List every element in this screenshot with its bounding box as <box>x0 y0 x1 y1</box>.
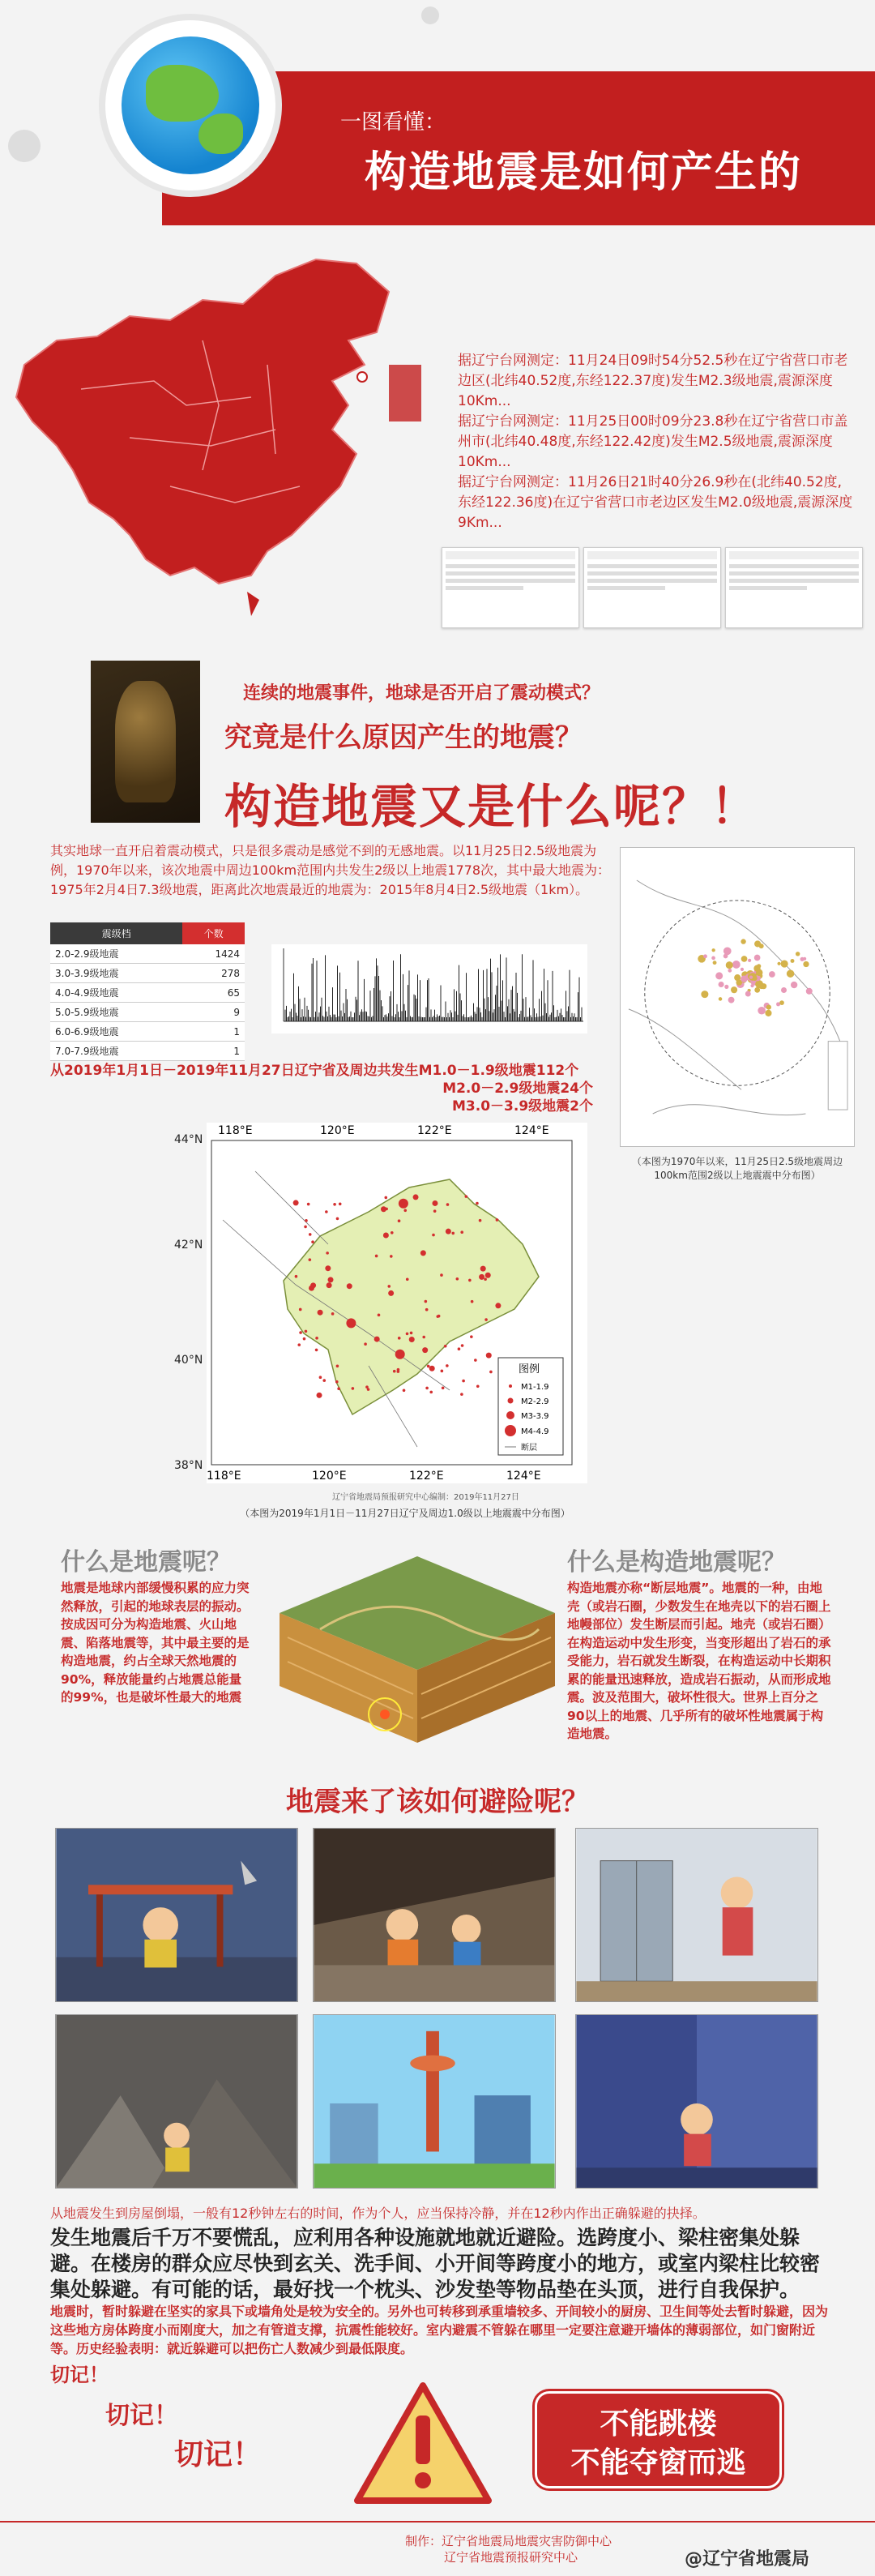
epicenter-dot <box>765 1010 771 1016</box>
epicenter-dot <box>440 1273 443 1277</box>
epicenter-dot <box>781 987 787 993</box>
epicenter-dot <box>433 1209 437 1213</box>
epicenter-dot <box>458 1347 461 1350</box>
table-cell: 6.0-6.9级地震 <box>50 1022 182 1042</box>
table-cell: 1424 <box>182 944 245 964</box>
map-caption: （本图为1970年以来，11月25日2.5级地震周边100km范围2级以上地震震中分布图） <box>631 1156 843 1181</box>
epicenter-dot <box>441 1370 444 1373</box>
epicenter-dot <box>719 982 724 987</box>
epicenter-dot <box>398 1337 401 1340</box>
cartoon-crouch <box>313 1828 556 2002</box>
thinker-statue-image <box>91 661 200 823</box>
epicenter-dot <box>318 1310 323 1316</box>
epicenter-dot <box>711 956 715 961</box>
statistics-summary <box>50 1062 617 1115</box>
epicenter-dot <box>781 960 788 967</box>
producer-line: 辽宁省地震预报研究中心 <box>444 2550 578 2565</box>
epicenter-dot <box>333 1203 336 1206</box>
legend-item: 断层 <box>521 1444 537 1453</box>
epicenter-dot <box>800 957 805 961</box>
table-cell: 1 <box>182 1042 245 1061</box>
summary-line: M3.0－3.9级地震2个 <box>452 1098 593 1115</box>
epicenter-dot <box>731 986 737 993</box>
epicenter-dot <box>384 1196 387 1200</box>
epicenter-dot <box>728 969 732 973</box>
epicenter-dot <box>451 1232 455 1235</box>
epicenter-dot <box>470 1335 473 1338</box>
epicenter-dot <box>460 1230 463 1234</box>
table-cell: 2.0-2.9级地震 <box>50 944 182 964</box>
epicenter-dot <box>420 1250 426 1256</box>
epicenter-dot <box>485 1273 491 1278</box>
report-3: 据辽宁台网测定：11月26日21时40分26.9秒在(北纬40.52度,东经122.36度)在辽宁省营口市老边区发生M2.0级地震,震源深度9Km... <box>458 474 853 531</box>
epicenter-dot <box>791 959 795 963</box>
epicenter-dot <box>299 1308 302 1312</box>
epicenter-dot <box>336 1217 339 1221</box>
weibo-screenshot <box>725 547 863 628</box>
epicenter-dot <box>791 982 797 988</box>
cartoon-city <box>313 2014 556 2189</box>
epicenter-dot <box>460 1393 463 1396</box>
summary-line: M2.0－2.9级地震24个 <box>442 1080 593 1097</box>
epicenter-dot <box>741 968 744 971</box>
table-cell: 65 <box>182 983 245 1003</box>
summary-line: 从2019年1月1日－2019年11月27日辽宁省及周边共发生M1.0－1.9级地震112个 <box>50 1063 579 1079</box>
remember-label: 切记！ <box>174 2437 262 2471</box>
legend-item: M4-4.9 <box>521 1427 549 1436</box>
table-row <box>50 944 245 964</box>
magnitude-table <box>50 922 245 1061</box>
epicenter-dot <box>461 1344 464 1347</box>
epicenter-dot <box>779 1000 784 1005</box>
report-1: 据辽宁台网测定：11月24日09时54分52.5秒在辽宁省营口市老边区(北纬40.52度,东经122.37度)发生M2.3级地震,震源深度10Km... <box>458 353 848 409</box>
lon-label: 120°E <box>320 1124 355 1137</box>
question-2: 究竟是什么原因产生的地震？ <box>224 721 583 754</box>
lat-label: 44°N <box>174 1133 203 1146</box>
map-credit: 辽宁省地震局预报研究中心编制：2019年11月27日 <box>332 1493 519 1502</box>
lon-label: 118°E <box>207 1470 241 1483</box>
time-series-chart <box>271 944 587 1033</box>
section-text: 地震是地球内部缓慢积累的应力突然释放，引起的地球表层的振动。按成因可分为构造地震、火山地震、陷落地震等，其中最主要的是构造地震，约占全球天然地震的90%，释放能量约占地震总能量的99%，也是破坏性最大的地震 <box>61 1581 250 1705</box>
table-row <box>50 1003 245 1022</box>
epicenter-dot <box>422 1347 428 1353</box>
epicenter-dot <box>726 961 733 969</box>
table-cell: 7.0-7.9级地震 <box>50 1042 182 1061</box>
fault-block-diagram <box>263 1540 571 1751</box>
footer-divider <box>0 2521 875 2523</box>
epicenter-dot <box>325 1265 331 1271</box>
epicenter-dot <box>474 1359 477 1362</box>
epicenter-dot <box>432 1200 438 1206</box>
lat-label: 38°N <box>174 1459 203 1472</box>
epicenter-dot <box>336 1364 339 1367</box>
epicenter-dot <box>446 1203 450 1206</box>
epicenter-dot <box>326 1252 329 1255</box>
decor-circle <box>421 6 439 24</box>
epicenter-dot <box>335 1380 339 1384</box>
epicenter-dot <box>745 991 751 997</box>
epicenter-dot <box>754 955 761 961</box>
epicenter-dot <box>311 1240 314 1243</box>
warning-line: 不能夺窗而逃 <box>570 2446 746 2480</box>
epicenter-dot <box>480 1266 486 1272</box>
epicenter-dot <box>749 976 753 979</box>
epicenter-dot <box>328 1277 334 1282</box>
epicenter-dot <box>741 939 745 944</box>
epicenter-dot <box>315 1337 318 1340</box>
epicenter-dot <box>751 984 754 987</box>
lat-label: 40°N <box>174 1354 203 1367</box>
question-3: 构造地震又是什么呢？！ <box>224 779 760 834</box>
table-cell: 5.0-5.9级地震 <box>50 1003 182 1022</box>
lon-label: 122°E <box>409 1470 444 1483</box>
epicenter-dot <box>388 1290 394 1296</box>
epicenter-dot <box>479 1219 482 1222</box>
epicenter-dot <box>756 969 762 976</box>
epicenter-dot <box>398 1219 401 1222</box>
producer-credit <box>405 2533 612 2565</box>
tips-lead: 从地震发生到房屋倒塌，一般有12秒钟左右的时间，作为个人，应当保持冷静，并在12秒内作出正确躲避的抉择。 <box>50 2206 706 2221</box>
epicenter-dot <box>479 1274 484 1280</box>
subtitle: 一图看懂： <box>340 110 446 135</box>
table-row <box>50 964 245 983</box>
epicenter-dot <box>331 1312 335 1316</box>
epicenter-dot <box>348 1323 351 1326</box>
epicenter-dot <box>796 952 800 956</box>
legend-title: 图例 <box>519 1363 540 1376</box>
epicenter-dot <box>299 1331 302 1334</box>
epicenter-dot <box>397 1368 400 1371</box>
table-cell: 1 <box>182 1022 245 1042</box>
epicenter-dot <box>759 944 764 948</box>
producer-line: 制作：辽宁省地震局地震灾害防御中心 <box>405 2534 612 2548</box>
report-2: 据辽宁台网测定：11月25日00时09分23.8秒在辽宁省营口市盖州市(北纬40.48度,东经122.42度)发生M2.5级地震,震源深度10Km... <box>458 413 848 470</box>
epicenter-dot <box>375 1255 378 1258</box>
epicenter-dot <box>484 1318 488 1321</box>
epicenter-dot <box>486 1353 492 1359</box>
epicenter-dot <box>337 1387 340 1390</box>
epicenter-dot <box>385 1208 388 1211</box>
epicenter-dot <box>364 1342 367 1346</box>
epicenter-dot <box>444 1345 447 1348</box>
lon-label: 118°E <box>218 1124 253 1137</box>
epicenter-dot <box>734 974 741 981</box>
table-header: 个数 <box>182 922 245 944</box>
tips-main: 发生地震后千万不要慌乱，应利用各种设施就地就近避险。选跨度小、梁柱密集处躲避。在楼房的群众应尽快到玄关、洗手间、小开间等跨度小的地方，或室内梁柱比较密集处躲避。有可能的话，最好找一个枕头、沙发垫等物品垫在头顶，进行自我保护。 <box>50 2226 821 2301</box>
table-cell: 4.0-4.9级地震 <box>50 983 182 1003</box>
liaoning-epicenter-map <box>207 1123 587 1483</box>
legend-item: M2-2.9 <box>521 1397 549 1406</box>
cartoon-under-table <box>55 1828 298 2002</box>
epicenter-dot <box>325 1210 328 1213</box>
epicenter-dot <box>339 1202 342 1205</box>
epicenter-dot <box>425 1300 428 1303</box>
epicenter-dot <box>719 997 723 1001</box>
table-header: 震级档 <box>50 922 182 944</box>
epicenter-dot <box>319 1376 322 1379</box>
epicenter-dot <box>315 1349 318 1352</box>
epicenter-dot <box>446 1364 449 1367</box>
lon-label: 120°E <box>312 1470 347 1483</box>
epicenter-dot <box>352 1387 355 1390</box>
lon-label: 122°E <box>417 1124 452 1137</box>
lat-label: 42°N <box>174 1239 203 1252</box>
epicenter-dot <box>378 1314 381 1317</box>
table-row <box>50 1022 245 1042</box>
epicenter-dot <box>758 1007 766 1015</box>
epicenter-dot <box>427 1365 430 1368</box>
tips-more: 地震时，暂时躲避在坚实的家具下或墙角处是较为安全的。另外也可转移到承重墙较多、开间较小的厨房、卫生间等处去暂时躲避，因为这些地方房体跨度小而刚度大，加之有管道支撑，抗震性能较好。室内避震不管躲在哪里一定要注意避开墙体的薄弱部位，如门窗附近等。历史经验表明：就近躲避可以把伤亡人数减少到最低限度。 <box>50 2304 829 2356</box>
epicenter-dot <box>723 947 732 955</box>
epicenter-dot <box>346 1318 356 1328</box>
epicenter-dot <box>468 1279 472 1282</box>
epicenter-dot <box>422 1336 425 1339</box>
epicenter-dot <box>307 1203 310 1206</box>
section-text: 构造地震亦称“断层地震”。地震的一种，由地壳（或岩石圈，少数发生在地壳以下的岩石圈上地幔部位）发生断层而引起。地壳（或岩石圈）在构造运动中发生形变，当变形超出了岩石的承受能力，岩石就发生断裂，在构造运动中长期积累的能量迅速释放，造成岩石振动，从而形成地震。波及范围大，破坏性很大。世界上百分之90以上的地震、几乎所有的破坏性地震属于构造地震。 <box>567 1581 831 1741</box>
cartoon-rubble <box>55 2014 298 2189</box>
epicenter-dot <box>374 1337 380 1342</box>
epicenter-dot <box>471 1300 474 1303</box>
epicenter-dot <box>465 1195 468 1198</box>
weibo-screenshot <box>583 547 721 628</box>
legend-item: M1-1.9 <box>521 1383 549 1392</box>
table-cell: 3.0-3.9级地震 <box>50 964 182 983</box>
epicenter-dot <box>410 1332 413 1335</box>
epicenter-dot <box>462 1380 465 1383</box>
epicenter-dot <box>769 971 775 978</box>
table-cell: 278 <box>182 964 245 983</box>
section-title: 什么是地震呢？ <box>61 1548 231 1577</box>
epicenter-dot <box>703 954 707 958</box>
epicenter-dot <box>393 1370 396 1373</box>
weibo-handle: @辽宁省地震局 <box>685 2549 810 2570</box>
decor-circle <box>8 130 41 162</box>
epicenter-dot <box>724 985 728 989</box>
epicenter-dot <box>305 1330 308 1333</box>
epicenter-dot <box>766 1004 771 1009</box>
epicenter-dot <box>436 1315 439 1318</box>
epicenter-dot <box>476 1202 479 1205</box>
earthquake-reports <box>458 351 855 533</box>
epicenter-dot <box>304 1226 307 1229</box>
question-1: 连续的地震事件，地球是否开启了震动模式？ <box>243 683 600 704</box>
epicenter-dot <box>758 983 765 990</box>
cartoon-elevator <box>575 1828 818 2002</box>
table-cell: 9 <box>182 1003 245 1022</box>
epicenter-dot <box>309 1258 312 1261</box>
epicenter-dot <box>425 1308 429 1312</box>
epicenter-dot <box>297 1343 301 1346</box>
epicenter-dot <box>732 961 741 969</box>
epicenter-dot <box>406 1333 409 1336</box>
epicenter-dot <box>803 961 809 967</box>
epicenter-dot <box>456 1277 459 1281</box>
epicenter-dot <box>305 1219 308 1222</box>
epicenter-dot <box>442 1386 445 1389</box>
epicenter-dot <box>327 1282 332 1288</box>
epicenter-dot <box>446 1229 451 1235</box>
warning-box <box>535 2391 782 2488</box>
epicenter-dot <box>741 956 748 962</box>
epicenter-dot <box>728 997 735 1003</box>
epicenter-dot <box>787 969 794 977</box>
epicenter-dot <box>713 961 717 965</box>
table-row <box>50 1042 245 1061</box>
epicenter-dot <box>347 1283 352 1289</box>
epicenter-dot <box>317 1393 322 1398</box>
weibo-screenshot <box>442 547 579 628</box>
epicenter-dot <box>395 1350 405 1359</box>
epicenter-dot <box>484 1277 487 1281</box>
china-map <box>8 243 446 648</box>
epicenter-dot <box>309 1286 314 1291</box>
epicenter-dot <box>309 1233 312 1236</box>
epicenter-dot <box>403 1209 407 1212</box>
epicenter-dot <box>701 991 708 998</box>
epicenter-dot <box>496 1218 499 1222</box>
epicenter-dot <box>429 1391 433 1394</box>
epicenter-dot <box>715 972 723 979</box>
epicenter-dot <box>777 962 780 965</box>
epicenter-dot <box>387 1285 391 1288</box>
remember-label: 切记！ <box>50 2363 109 2386</box>
epicenter-dot <box>383 1232 389 1238</box>
epicenter-dot <box>406 1278 409 1282</box>
lon-label: 124°E <box>506 1470 541 1483</box>
epicenter-dot <box>403 1389 406 1393</box>
section-title: 什么是构造地震呢？ <box>567 1548 786 1577</box>
epicenter-dot <box>429 1366 435 1371</box>
warning-line: 不能跳楼 <box>600 2407 717 2441</box>
epicenter-dot <box>413 1194 419 1200</box>
cartoon-corner <box>575 2014 818 2189</box>
map-caption: （本图为2019年1月1日－11月27日辽宁及周边1.0级以上地震震中分布图） <box>240 1508 570 1519</box>
globe-icon <box>105 20 275 190</box>
epicenter-dot <box>748 959 751 962</box>
epicenter-dot <box>425 1387 429 1390</box>
epicenter-dot <box>476 1384 480 1388</box>
epicenter-dot <box>806 988 813 995</box>
epicenter-dot <box>390 1255 393 1258</box>
epicenter-dot <box>495 1303 501 1308</box>
warning-triangle-icon <box>352 2379 494 2509</box>
epicenter-dot <box>293 1200 299 1205</box>
epicenter-dot <box>391 1231 394 1235</box>
legend-item: M3-3.9 <box>521 1412 549 1421</box>
epicenter-dot <box>711 948 715 952</box>
epicenter-dot <box>399 1199 408 1209</box>
epicenter-map-100km <box>620 847 855 1147</box>
epicenter-dot <box>754 987 760 993</box>
remember-label: 切记！ <box>105 2402 178 2430</box>
epicenter-dot <box>742 977 747 982</box>
lon-label: 124°E <box>514 1124 549 1137</box>
intro-text: 其实地球一直开启着震动模式，只是很多震动是感觉不到的无感地震。以11月25日2.5级地震为例，1970年以来，该次地震中周边100km范围内共发生2级以上地震1778次，其中最大地震为：1975年2月4日7.3级地震，距离此次地震最近的地震为：2015年8月4日2.5级地震（1km）。 <box>50 843 611 897</box>
table-row <box>50 983 245 1003</box>
avoidance-title: 地震来了该如何避险呢？ <box>286 1786 589 1818</box>
epicenter-dot <box>322 1379 326 1382</box>
epicenter-dot <box>303 1337 306 1341</box>
epicenter-dot <box>367 1388 370 1391</box>
epicenter-dot <box>409 1337 415 1342</box>
epicenter-dot <box>489 1371 493 1374</box>
epicenter-dot <box>295 1275 298 1278</box>
epicenter-dot <box>432 1234 435 1237</box>
page-title: 构造地震是如何产生的 <box>365 148 803 197</box>
